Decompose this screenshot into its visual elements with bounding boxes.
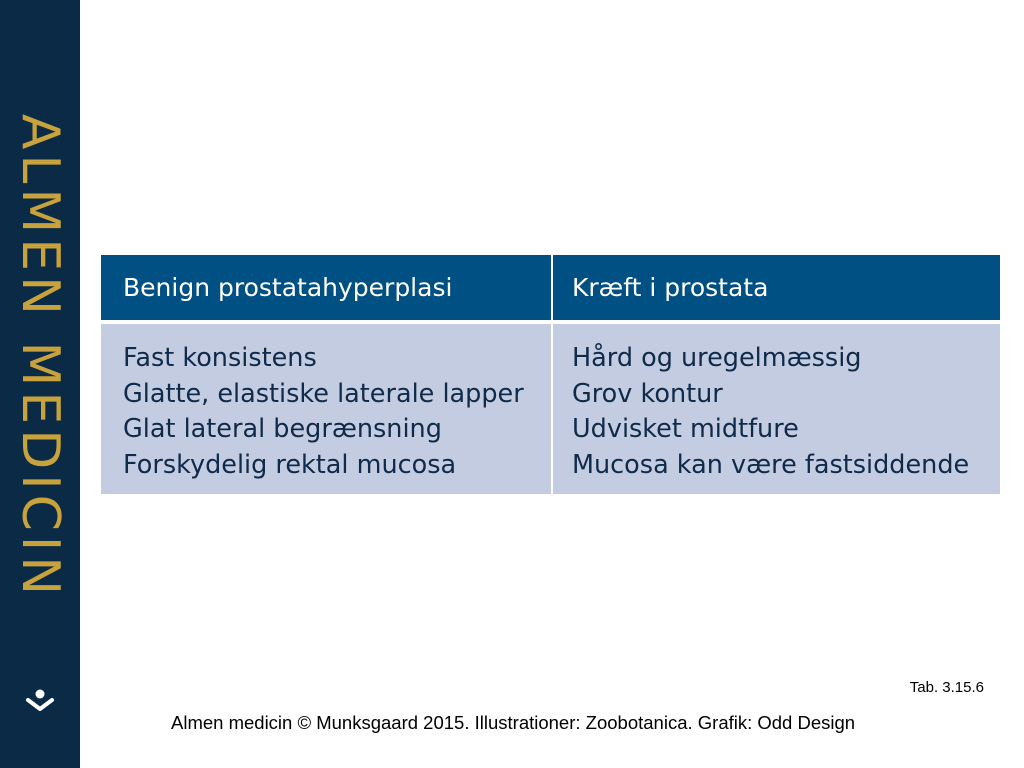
header-cancer: Kræft i prostata	[572, 273, 769, 302]
comparison-table	[101, 255, 1000, 494]
header-benign: Benign prostatahyperplasi	[123, 273, 453, 302]
publisher-logo-icon	[24, 685, 56, 717]
sidebar	[0, 0, 80, 768]
cancer-column	[572, 341, 969, 483]
list-item: Forskydelig rektal mucosa	[123, 449, 457, 480]
list-item: Grov kontur	[572, 378, 723, 409]
list-item: Mucosa kan være fastsiddende	[572, 449, 970, 480]
column-divider	[551, 255, 553, 494]
benign-column	[123, 341, 524, 483]
brand-title: ALMEN MEDICIN	[10, 113, 70, 601]
table-reference: Tab. 3.15.6	[909, 679, 984, 696]
list-item: Fast konsistens	[123, 343, 317, 373]
credit-line: Almen medicin © Munksgaard 2015. Illustrationer: Zoobotanica. Grafik: Odd Design	[171, 712, 856, 733]
list-item: Glatte, elastiske laterale lapper	[123, 378, 524, 409]
list-item: Hård og uregelmæssig	[572, 343, 862, 373]
list-item: Glat lateral begrænsning	[123, 414, 442, 444]
list-item: Udvisket midtfure	[572, 414, 799, 444]
